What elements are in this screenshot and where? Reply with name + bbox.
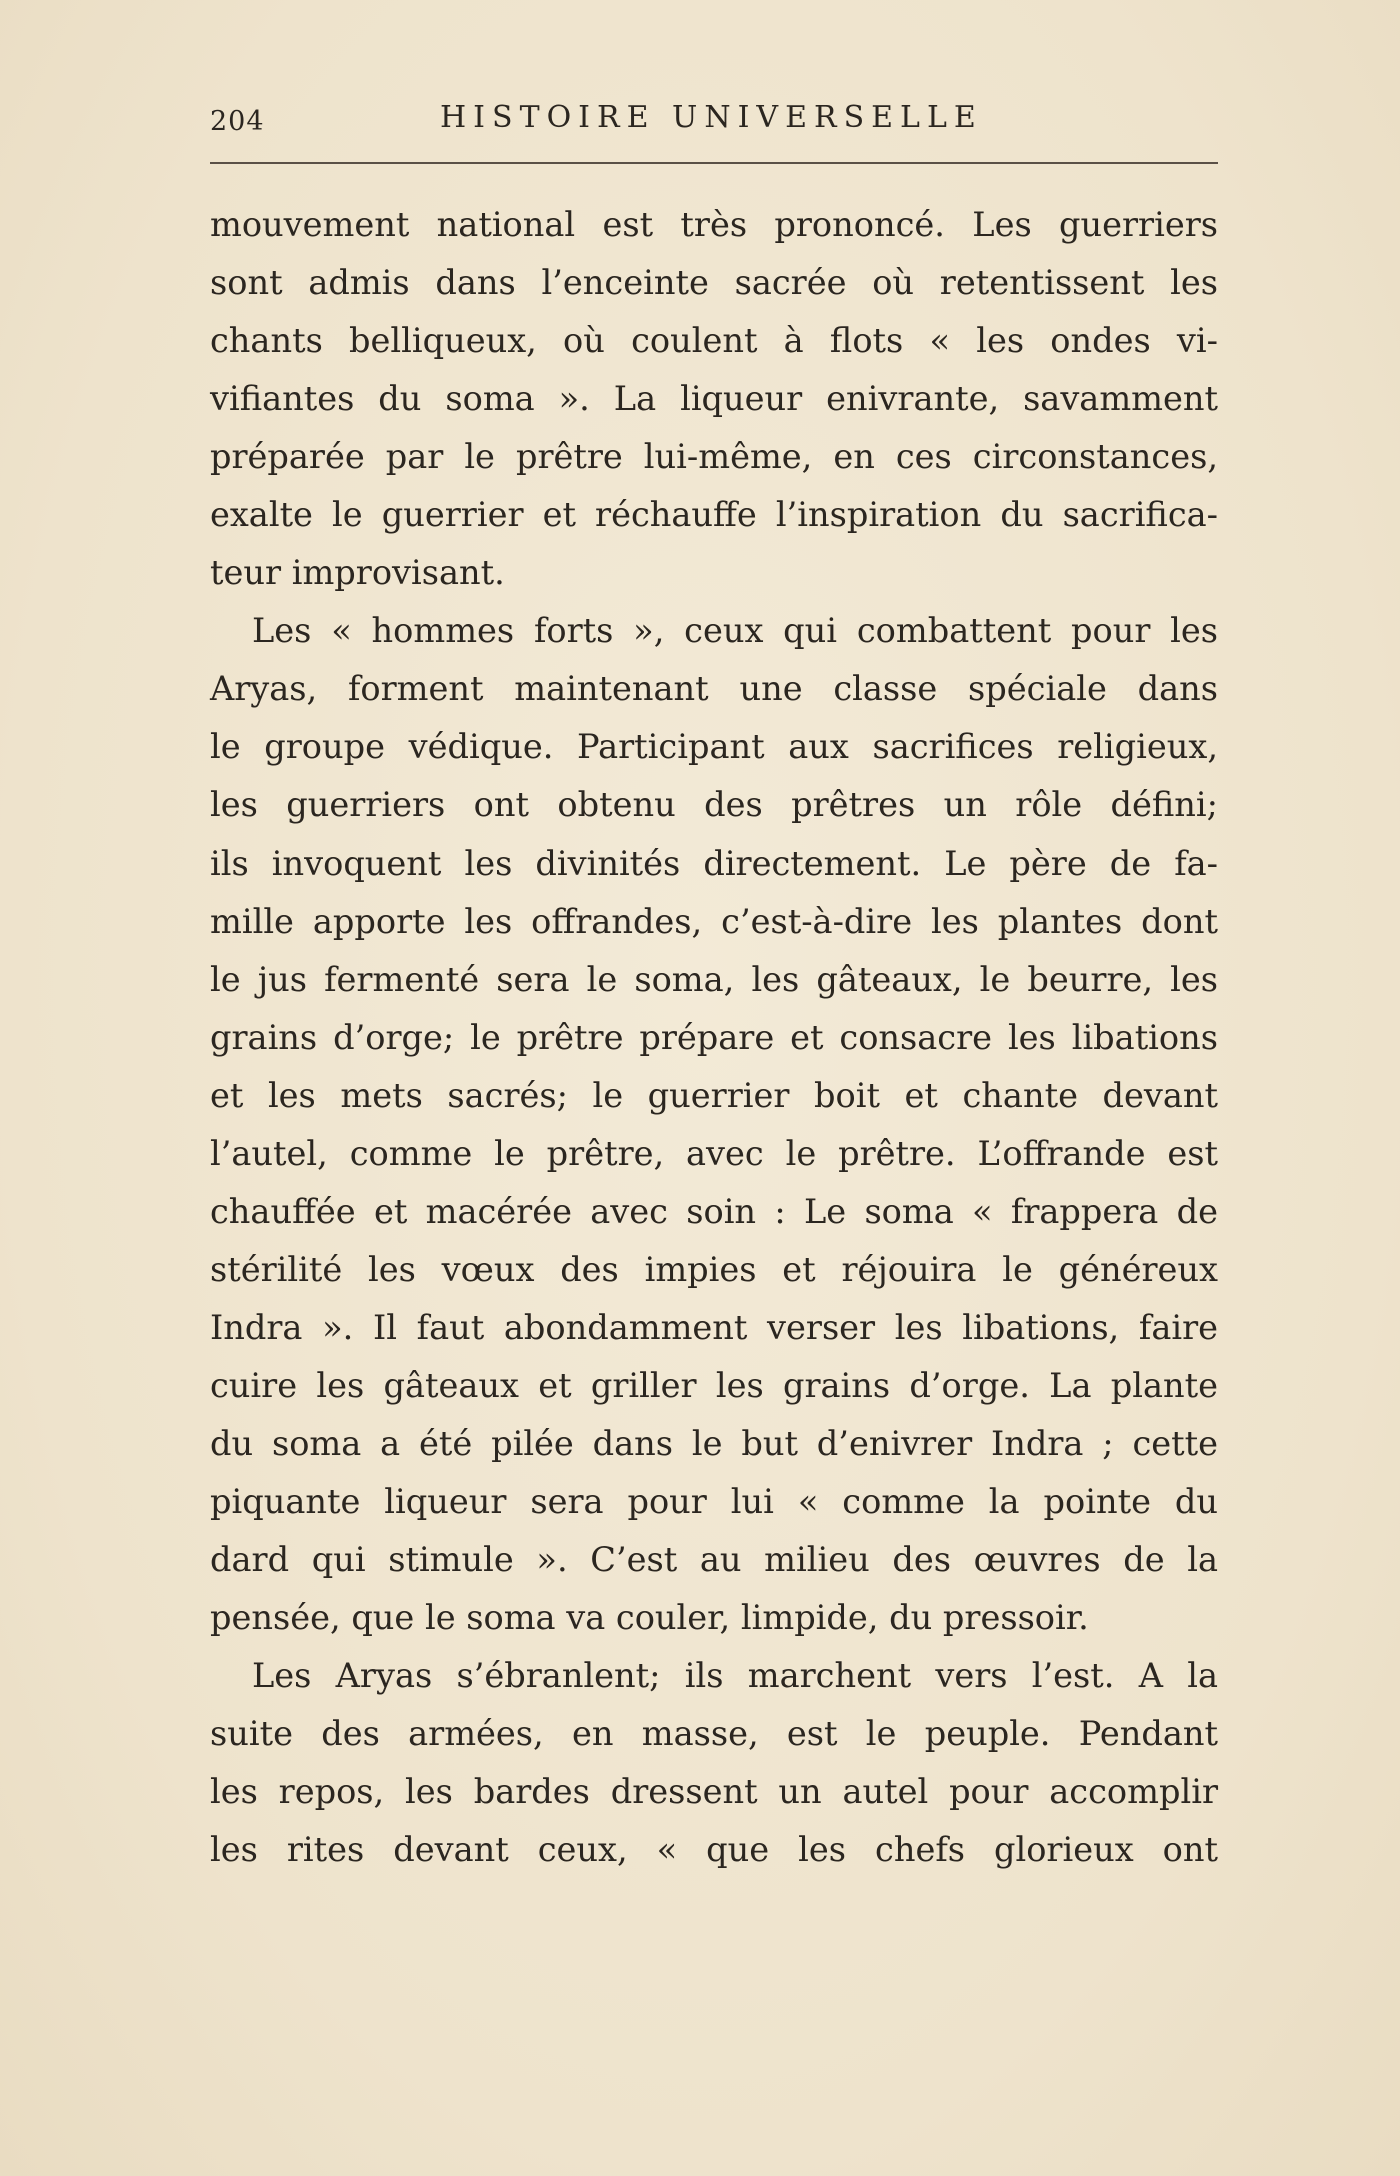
text-line: les guerriers ont obtenu des prêtres un rôle défini; — [210, 785, 1218, 825]
text-line: teur improvisant. — [210, 553, 505, 593]
text-line: les rites devant ceux, « que les chefs glorieux ont — [210, 1830, 1218, 1870]
text-line: vifiantes du soma ». La liqueur enivrante, savamment — [210, 379, 1218, 419]
text-line: stérilité les vœux des impies et réjouira le généreux — [210, 1249, 1218, 1289]
text-line: les repos, les bardes dressent un autel pour accomplir — [210, 1772, 1218, 1812]
page-number: 204 — [210, 106, 265, 137]
text-line: du soma a été pilée dans le but d’enivrer Indra ; cette — [210, 1423, 1218, 1463]
text-line: sont admis dans l’enceinte sacrée où retentissent les — [210, 263, 1218, 303]
text-line: piquante liqueur sera pour lui « comme la pointe du — [210, 1482, 1218, 1522]
text-line: grains d’orge; le prêtre prépare et consacre les libations — [210, 1017, 1218, 1057]
text-line: Indra ». Il faut abondamment verser les libations, faire — [210, 1307, 1218, 1347]
text-line: dard qui stimule ». C’est au milieu des œuvres de la — [210, 1540, 1218, 1580]
text-line: mille apporte les offrandes, c’est-à-dire les plantes dont — [210, 901, 1218, 941]
text-line: ils invoquent les divinités directement. Le père de fa- — [210, 843, 1218, 883]
page-header — [210, 100, 1218, 150]
text-line: suite des armées, en masse, est le peuple. Pendant — [210, 1714, 1218, 1754]
body-text — [210, 196, 1218, 1879]
header-rule — [210, 162, 1218, 164]
text-line: et les mets sacrés; le guerrier boit et chante devant — [210, 1075, 1218, 1115]
text-line: pensée, que le soma va couler, limpide, du pressoir. — [210, 1598, 1089, 1638]
text-line: préparée par le prêtre lui-même, en ces circonstances, — [210, 437, 1218, 477]
text-line: Les Aryas s’ébranlent; ils marchent vers l’est. A la — [252, 1656, 1218, 1696]
text-line: l’autel, comme le prêtre, avec le prêtre. L’offrande est — [210, 1133, 1218, 1173]
text-line: chants belliqueux, où coulent à flots « les ondes vi- — [210, 321, 1218, 361]
text-line: cuire les gâteaux et griller les grains d’orge. La plante — [210, 1365, 1218, 1405]
text-line: chauffée et macérée avec soin : Le soma « frappera de — [210, 1191, 1218, 1231]
text-line: le jus fermenté sera le soma, les gâteaux, le beurre, les — [210, 959, 1218, 999]
text-line: exalte le guerrier et réchauffe l’inspiration du sacrifica- — [210, 495, 1218, 535]
text-line: mouvement national est très prononcé. Les guerriers — [210, 205, 1218, 244]
text-line: Les « hommes forts », ceux qui combattent pour les — [252, 611, 1218, 651]
running-title: HISTOIRE UNIVERSELLE — [440, 100, 983, 135]
text-line: le groupe védique. Participant aux sacrifices religieux, — [210, 727, 1218, 767]
text-line: Aryas, forment maintenant une classe spéciale dans — [210, 669, 1218, 709]
